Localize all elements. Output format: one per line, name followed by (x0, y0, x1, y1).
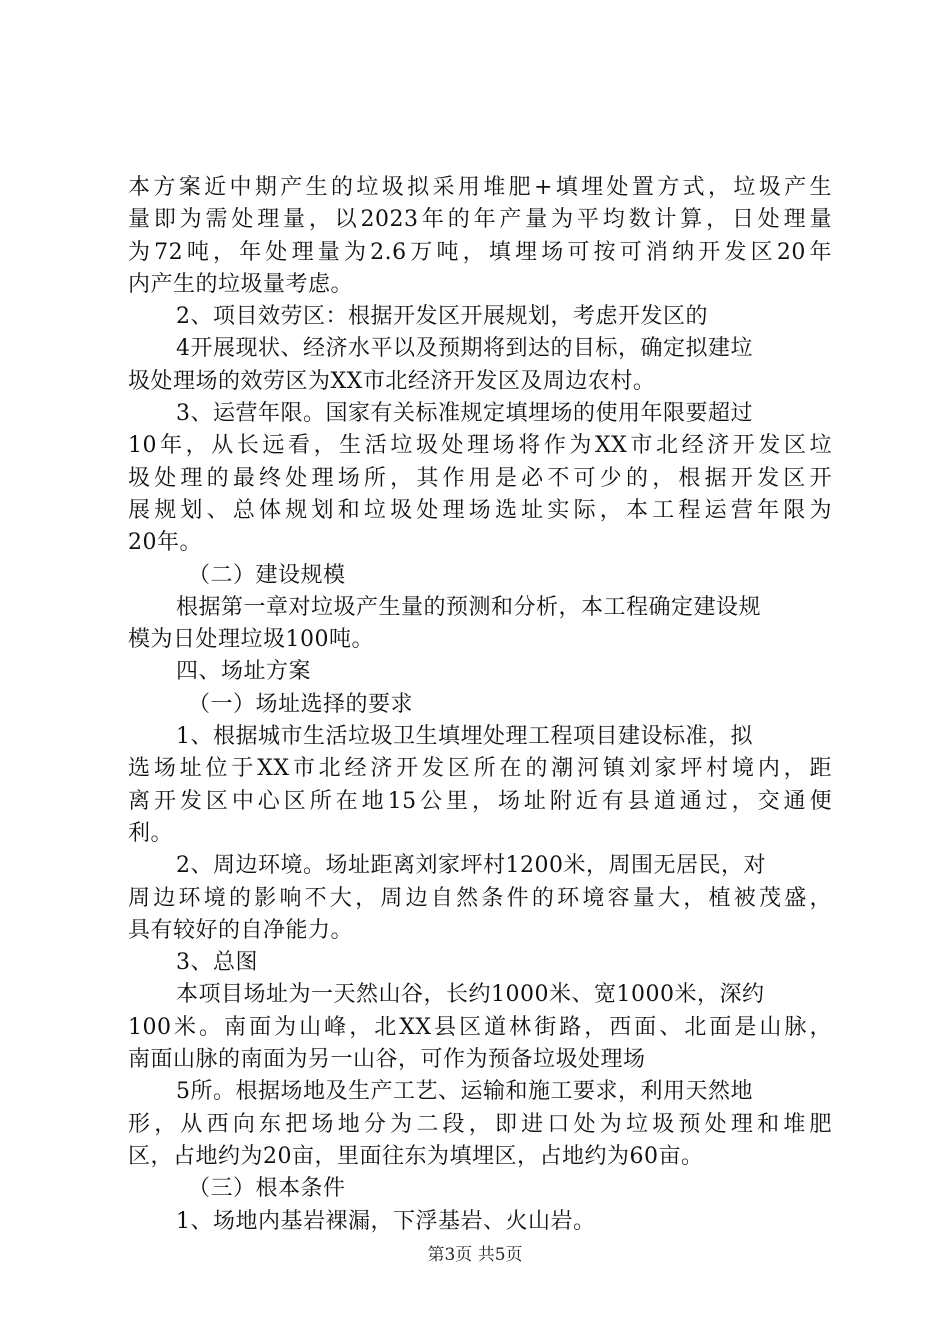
document-line: 20年。 (128, 530, 202, 556)
document-line: 内产生的垃圾量考虑。 (128, 271, 354, 297)
document-line: 100米。南面为山峰，北XX县区道林街路，西面、北面是山脉， (128, 1014, 832, 1040)
document-line: （三）根本条件 (188, 1176, 346, 1202)
document-line: 10年，从长远看，生活垃圾处理场将作为XX市北经济开发区垃 (128, 433, 832, 459)
document-line: 南面山脉的南面为另一山谷，可作为预备垃圾处理场 (128, 1047, 646, 1073)
document-line: 离开发区中心区所在地15公里，场址附近有县道通过，交通便 (128, 788, 832, 814)
document-line: 周边环境的影响不大，周边自然条件的环境容量大，植被茂盛， (128, 885, 832, 911)
document-body (128, 172, 832, 1238)
document-line: 本方案近中期产生的垃圾拟采用堆肥+填埋处置方式，垃圾产生 (128, 175, 832, 200)
document-line: 圾处理的最终处理场所，其作用是必不可少的，根据开发区开 (128, 465, 832, 491)
document-line: 区，占地约为20亩，里面往东为填埋区，占地约为60亩。 (128, 1143, 704, 1169)
document-line: 量即为需处理量，以2023年的年产量为平均数计算，日处理量 (128, 207, 832, 233)
document-line: 3、总图 (176, 950, 258, 976)
document-line: 模为日处理垃圾100吨。 (128, 627, 374, 653)
page-footer: 第3页 共5页 (427, 1245, 523, 1265)
document-line: 2、项目效劳区：根据开发区开展规划，考虑开发区的 (176, 304, 708, 330)
document-line: 利。 (128, 820, 174, 846)
document-line: 选场址位于XX市北经济开发区所在的潮河镇刘家坪村境内，距 (128, 756, 832, 782)
document-line: 2、周边环境。场址距离刘家坪村1200米，周围无居民，对 (176, 853, 766, 879)
document-line: （二）建设规模 (188, 562, 346, 588)
document-line: 1、场地内基岩裸漏，下浮基岩、火山岩。 (176, 1208, 596, 1234)
document-line: 为72吨，年处理量为2.6万吨，填埋场可按可消纳开发区20年 (128, 239, 832, 265)
document-line: 根据第一章对垃圾产生量的预测和分析，本工程确定建设规 (176, 594, 762, 620)
document-line: 具有较好的自净能力。 (128, 917, 354, 943)
document-line: 3、运营年限。国家有关标准规定填埋场的使用年限要超过 (176, 401, 753, 427)
document-line: 4开展现状、经济水平以及预期将到达的目标，确定拟建垃 (176, 336, 753, 362)
document-line: 1、根据城市生活垃圾卫生填埋处理工程项目建设标准，拟 (176, 724, 753, 750)
document-line: 本项目场址为一天然山谷，长约1000米、宽1000米，深约 (176, 982, 765, 1008)
document-line: 四、场址方案 (176, 659, 312, 685)
document-line: 圾处理场的效劳区为XX市北经济开发区及周边农村。 (128, 368, 656, 394)
document-line: 5所。根据场地及生产工艺、运输和施工要求，利用天然地 (176, 1079, 753, 1105)
document-line: （一）场址选择的要求 (188, 691, 414, 717)
document-line: 展规划、总体规划和垃圾处理场选址实际，本工程运营年限为 (128, 497, 832, 523)
document-line: 形，从西向东把场地分为二段，即进口处为垃圾预处理和堆肥 (128, 1111, 832, 1137)
